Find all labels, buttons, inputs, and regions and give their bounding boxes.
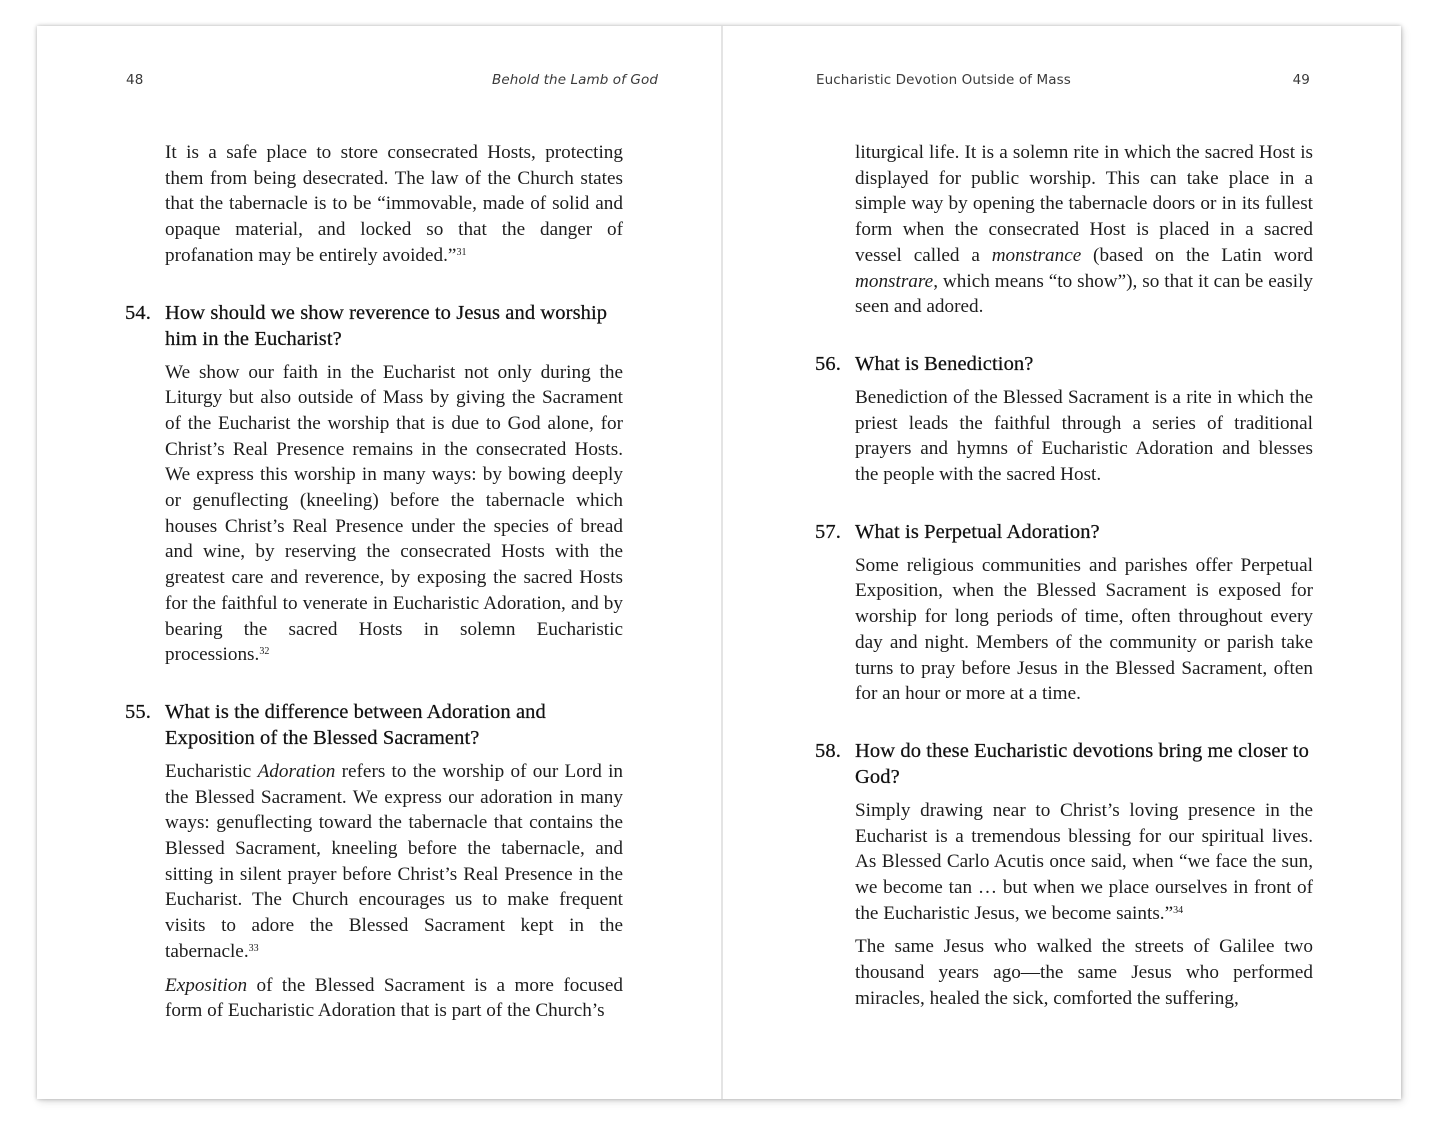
- answer-paragraph: [855, 798, 1313, 927]
- question-number: 54.: [125, 301, 151, 324]
- answer-paragraph: Benediction of the Blessed Sacrament is a rite in which the priest leads the faithful through a series of traditional prayers and hymns of Eucharistic Adoration and blesses the people with the sacred Host.: [855, 386, 1313, 486]
- answer-paragraph: The same Jesus who walked the streets of Galilee two thousand years ago—the same Jesus who performed miracles, healed the sick, comforted the suffering,: [855, 936, 1313, 1009]
- text-run: liturgical life. It is a solemn rite in which the sacred Host is displayed for public worship. This can take place in a simple way by opening the tabernacle doors or in its fullest form when the consecrated Host is placed in a sacred vessel called a: [855, 142, 1313, 266]
- left-page-content: [125, 140, 623, 1024]
- continuation-paragraph: [165, 140, 623, 269]
- question-58: [815, 738, 1313, 1012]
- running-title: Eucharistic Devotion Outside of Mass: [816, 72, 1071, 88]
- text-run: (based on the Latin word: [1081, 244, 1313, 266]
- question-number: 57.: [815, 520, 841, 543]
- page-number: 49: [1292, 72, 1310, 88]
- emphasis-term: Exposition: [165, 974, 248, 996]
- question-text: What is Perpetual Adoration?: [855, 520, 1100, 543]
- question-heading: [125, 300, 623, 352]
- paragraph-text: We show our faith in the Eucharist not only during the Liturgy but also outside of Mass by giving the Sacrament of the Eucharist the worship that is due to God alone, for Christ’s Real Presence remains in the consecrated Hosts. We express this worship in many ways: by bowing deeply or genuflecting (kneeling) before the tabernacle which houses Christ’s Real Presence under the species of bread and wine, by reserving the consecrated Hosts with the greatest care and reverence, by exposing the sacred Hosts for the faithful to venerate in Eucharistic Adoration, and by bearing the sacred Hosts in solemn Eucharistic processions.: [165, 361, 623, 666]
- text-run: , which means “to show”), so that it can be easily seen and adored.: [855, 270, 1313, 318]
- answer-paragraph: [165, 759, 623, 965]
- question-heading: [125, 699, 623, 751]
- book-spread: [37, 26, 1401, 1099]
- answer-paragraph: [165, 973, 623, 1024]
- footnote-ref: 31: [456, 246, 467, 258]
- footnote-ref: 34: [1173, 904, 1184, 916]
- question-number: 55.: [125, 700, 151, 723]
- question-heading: [815, 519, 1313, 545]
- question-number: 58.: [815, 739, 841, 762]
- question-text: How do these Eucharistic devotions bring me closer to God?: [855, 739, 1309, 788]
- right-page: [723, 26, 1401, 1099]
- question-text: What is Benediction?: [855, 352, 1034, 375]
- page-number: 48: [126, 72, 144, 88]
- question-heading: [815, 351, 1313, 377]
- text-run: Eucharistic: [165, 760, 258, 782]
- question-55: [125, 699, 623, 1024]
- left-page: [37, 26, 721, 1099]
- question-56: [815, 351, 1313, 488]
- footnote-ref: 32: [259, 646, 270, 658]
- emphasis-term: monstrance: [991, 244, 1082, 266]
- text-run: refers to the worship of our Lord in the Blessed Sacrament. We express our adoration in many ways: genuflecting toward the tabernacle that contains the Blessed Sacrament, kneeling before the tabernacle, and sitting in silent prayer before Christ’s Real Presence in the Eucharist. The Church encourages us to make frequent visits to adore the Blessed Sacrament kept in the tabernacle.: [165, 760, 623, 962]
- question-heading: [815, 738, 1313, 790]
- emphasis-term: Adoration: [257, 760, 336, 782]
- paragraph-text: It is a safe place to store consecrated Hosts, protecting them from being desecrated. The law of the Church states that the tabernacle is to be “immovable, made of solid and opaque material, and locked so that the danger of profanation may be entirely avoided.”: [165, 142, 623, 266]
- continuation-paragraph: [855, 140, 1313, 320]
- paragraph-text: Simply drawing near to Christ’s loving presence in the Eucharist is a tremendous blessing for our spiritual lives. As Blessed Carlo Acutis once said, when “we face the sun, we become tan … but when we place ourselves in front of the Eucharistic Jesus, we become saints.”: [855, 799, 1313, 924]
- question-text: What is the difference between Adoration and Exposition of the Blessed Sacrament?: [165, 700, 546, 749]
- question-54: [125, 300, 623, 668]
- answer-paragraph: [165, 360, 623, 668]
- emphasis-term: monstrare: [855, 270, 934, 292]
- footnote-ref: 33: [248, 942, 259, 954]
- question-number: 56.: [815, 352, 841, 375]
- answer-paragraph: Some religious communities and parishes offer Perpetual Exposition, when the Blessed Sacrament is exposed for worship for long periods of time, often throughout every day and night. Members of the community or parish take turns to pray before Jesus in the Blessed Sacrament, often for an hour or more at a time.: [855, 554, 1313, 705]
- question-text: How should we show reverence to Jesus and worship him in the Eucharist?: [165, 301, 608, 350]
- right-page-content: [815, 140, 1313, 1012]
- question-57: [815, 519, 1313, 707]
- running-title: Behold the Lamb of God: [491, 72, 658, 88]
- text-run: of the Blessed Sacrament is a more focused form of Eucharistic Adoration that is part of the Church’s: [165, 974, 623, 1022]
